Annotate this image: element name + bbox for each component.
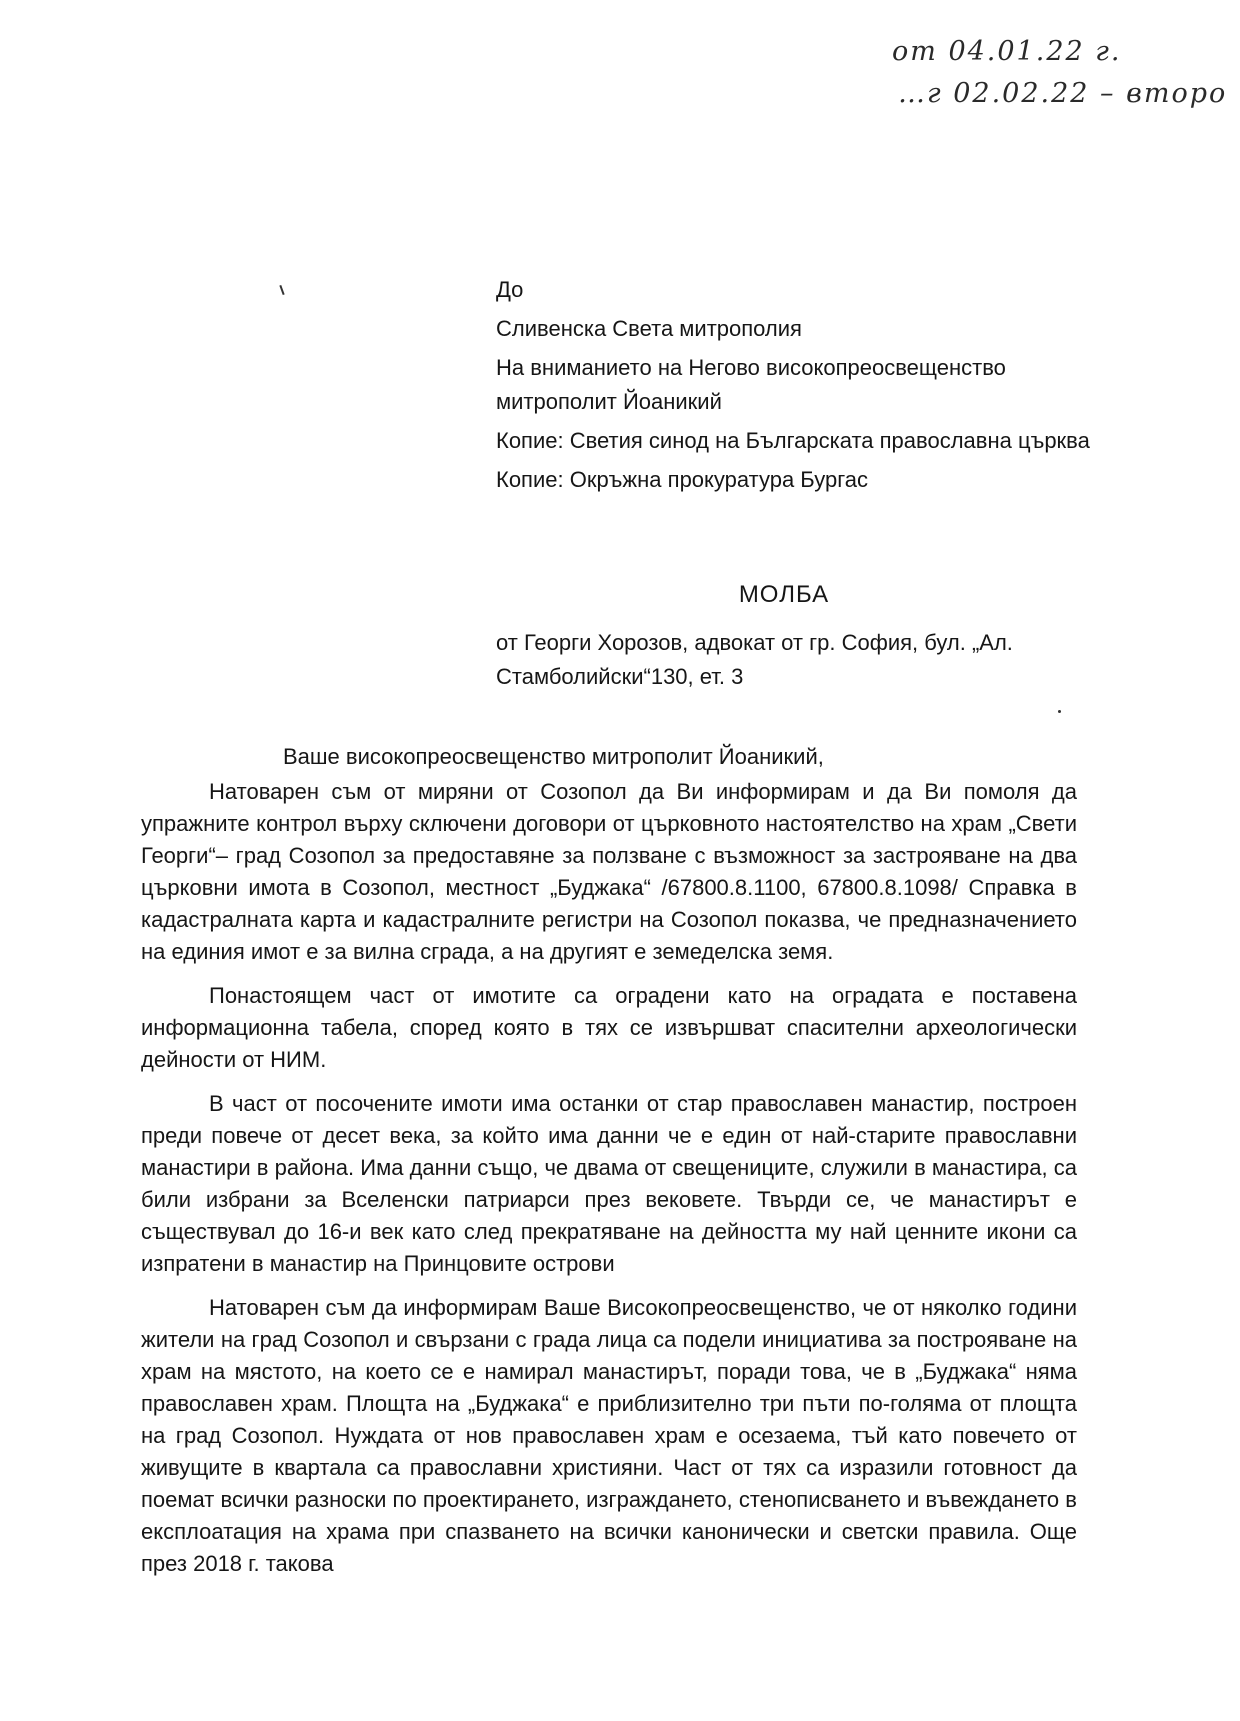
body-paragraph: В част от посочените имоти има останки от стар православен манастир, построен преди повече от десет века, за който има данни че е един от най-старите православни манастири в района. Има данни също, че двама от свещениците, служили в манастира, са били избрани за Вселенски патриарси през вековете. Твърди се, че манастирът е съществувал до 16-и век като след прекратяване на дейността му най ценните икони са изпратени в манастир на Принцовите острови (141, 1091, 1077, 1276)
to-label: До (496, 277, 524, 302)
letter-body (141, 776, 1077, 1592)
copy-line-synod: Копие: Светия синод на Българската православна църква (496, 428, 1090, 453)
salutation: Ваше високопреосвещенство митрополит Йоаникий, (283, 744, 824, 769)
handwritten-note-second: …г 02.02.22 – второ (898, 78, 1228, 109)
addressee-block (496, 273, 1096, 502)
scan-speck (1058, 710, 1061, 713)
recipient: Сливенска Света митрополия (496, 316, 802, 341)
attention-line: На вниманието на Негово високопреосвещенство митрополит Йоаникий (496, 355, 1006, 414)
sender-line: от Георги Хорозов, адвокат от гр. София, бул. „Ал. Стамболийски“130, ет. 3 (496, 630, 1013, 689)
scan-speck (279, 285, 284, 295)
body-paragraph: Понастоящем част от имотите са оградени като на оградата е поставена информационна табела, според която в тях се извършват спасителни археологически дейности от НИМ. (141, 983, 1077, 1072)
body-paragraph: Натоварен съм да информирам Ваше Високопреосвещенство, че от няколко години жители на град Созопол и свързани с града лица са подели инициатива за построяване на храм на мястото, на което се е намирал манастирът, поради това, че в „Буджака“ няма православен храм. Площта на „Буджака“ е приблизително три пъти по-голяма от площта на град Созопол. Нуждата от нов православен храм е осезаема, тъй като повечето от живущите в квартала са православни християни. Част от тях са изразили готовност да поемат всички разноски по проектирането, изграждането, стенописването и въвеждането в експлоатация на храма при спазването на всички канонически и светски правила. Още през 2018 г. такова (141, 1295, 1077, 1576)
body-paragraph: Натоварен съм от миряни от Созопол да Ви информирам и да Ви помоля да упражните контрол върху сключени договори от църковното настоятелство на храм „Свети Георги“– град Созопол за предоставяне за ползване с възможност за застрояване на два църковни имота в Созопол, местност „Буджака“ /67800.8.1100, 67800.8.1098/ Справка в кадастралната карта и кадастралните регистри на Созопол показва, че предназначението на единия имот е за вилна сграда, а на другият е земеделска земя. (141, 779, 1077, 964)
copy-line-prosecutor: Копие: Окръжна прокуратура Бургас (496, 467, 869, 492)
document-title: МОЛБА (738, 581, 830, 608)
handwritten-note-date: от 04.01.22 г. (892, 36, 1122, 67)
